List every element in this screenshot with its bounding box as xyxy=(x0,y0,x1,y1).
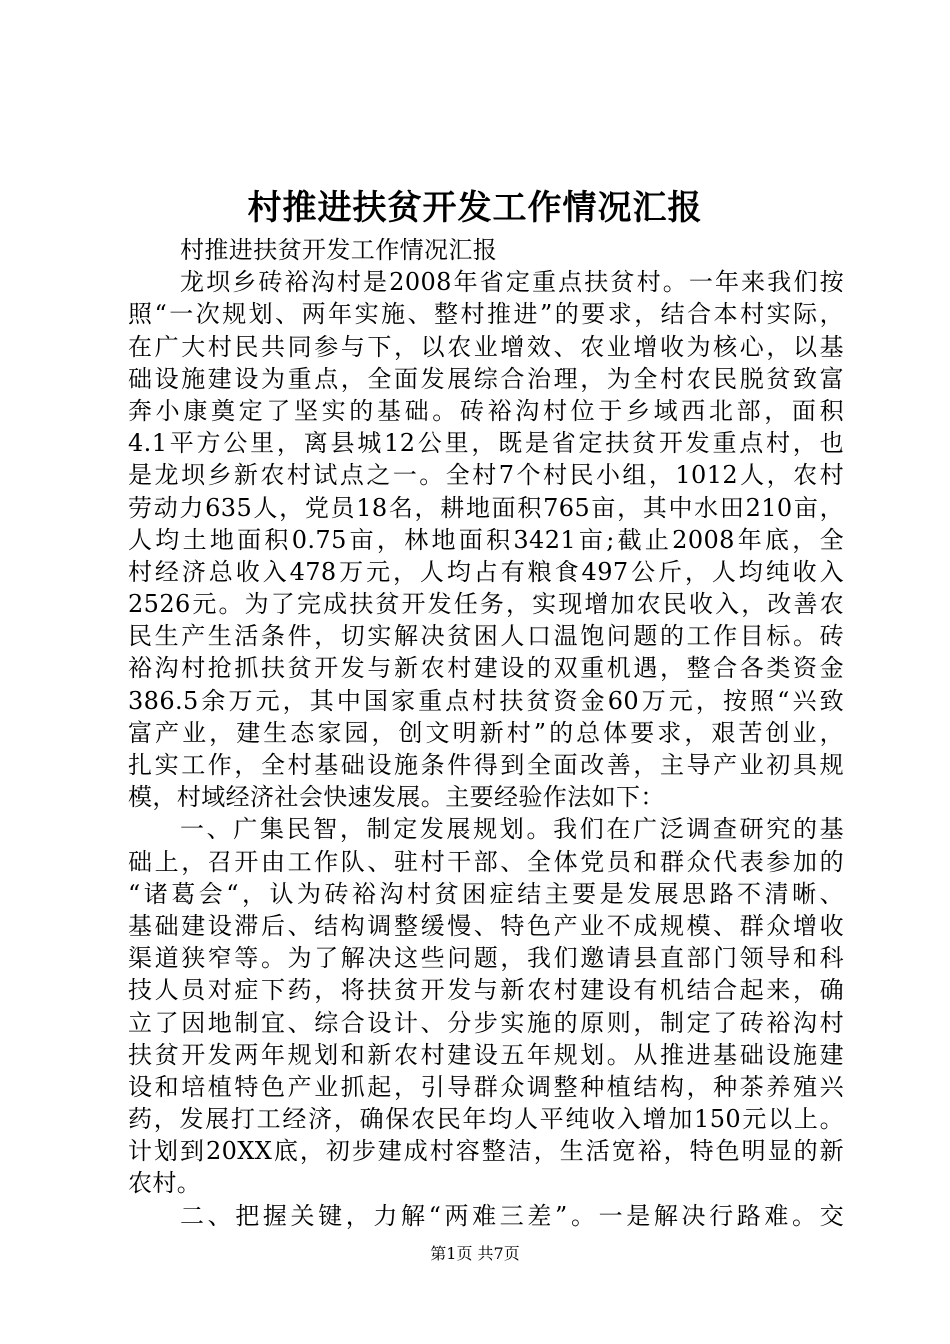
body-text-line: 础设施建设为重点，全面发展综合治理，为全村农民脱贫致富 xyxy=(128,364,844,393)
body-text-line: 农村。 xyxy=(128,1169,202,1198)
body-text-line: 4.1平方公里，离县城12公里，既是省定扶贫开发重点村，也 xyxy=(128,429,844,458)
body-text-line: 计划到20XX底，初步建成村容整洁，生活宽裕，特色明显的新 xyxy=(128,1137,844,1166)
body-text-line: 奔小康奠定了坚实的基础。砖裕沟村位于乡域西北部，面积 xyxy=(128,396,844,425)
page-number-footer: 第1页 共7页 xyxy=(430,1244,520,1263)
document-title: 村推进扶贫开发工作情况汇报 xyxy=(247,188,703,228)
body-text-line: 设和培植特色产业抓起，引导群众调整种植结构，种茶养殖兴 xyxy=(128,1072,844,1101)
body-text-line: 立了因地制宜、综合设计、分步实施的原则，制定了砖裕沟村 xyxy=(128,1008,844,1037)
body-text-line: 模，村域经济社会快速发展。主要经验作法如下： xyxy=(128,783,665,812)
body-text-line: 渠道狭窄等。为了解决这些问题，我们邀请县直部门领导和科 xyxy=(128,944,844,973)
document-body xyxy=(128,234,844,1232)
body-text-line: 村经济总收入478万元，人均占有粮食497公斤，人均纯收入 xyxy=(128,557,844,586)
body-text-line: 基础建设滞后、结构调整缓慢、特色产业不成规模、群众增收 xyxy=(128,911,844,940)
body-text-line: 民生产生活条件，切实解决贫困人口温饱问题的工作目标。砖 xyxy=(128,622,844,651)
body-text-line: 人均土地面积0.75亩，林地面积3421亩;截止2008年底，全 xyxy=(128,525,844,554)
body-text-line: 二、把握关键，力解“两难三差”。一是解决行路难。交 xyxy=(180,1201,844,1230)
body-text-line: 在广大村民共同参与下，以农业增效、农业增收为核心，以基 xyxy=(128,332,844,361)
body-text-line: 础上，召开由工作队、驻村干部、全体党员和群众代表参加的 xyxy=(128,847,844,876)
body-text-line: 一、广集民智，制定发展规划。我们在广泛调查研究的基 xyxy=(180,815,844,844)
body-text-line: 2526元。为了完成扶贫开发任务，实现增加农民收入，改善农 xyxy=(128,590,844,619)
body-text-line: 龙坝乡砖裕沟村是2008年省定重点扶贫村。一年来我们按 xyxy=(180,268,844,297)
body-text-line: 扶贫开发两年规划和新农村建设五年规划。从推进基础设施建 xyxy=(128,1040,844,1069)
body-text-line: 照“一次规划、两年实施、整村推进”的要求，结合本村实际， xyxy=(128,300,844,329)
body-text-line: 裕沟村抢抓扶贫开发与新农村建设的双重机遇，整合各类资金 xyxy=(128,654,844,683)
body-text-line: 劳动力635人，党员18名，耕地面积765亩，其中水田210亩， xyxy=(128,493,844,522)
body-text-line: 药，发展打工经济，确保农民年均人平纯收入增加150元以上。 xyxy=(128,1105,844,1134)
body-text-line: “诸葛会“，认为砖裕沟村贫困症结主要是发展思路不清晰、 xyxy=(128,879,844,908)
body-text-line: 386.5余万元，其中国家重点村扶贫资金60万元，按照“兴致 xyxy=(128,686,844,715)
body-text-line: 扎实工作，全村基础设施条件得到全面改善，主导产业初具规 xyxy=(128,751,844,779)
body-text-line: 富产业，建生态家园，创文明新村”的总体要求，艰苦创业， xyxy=(128,718,844,747)
body-text-line: 是龙坝乡新农村试点之一。全村7个村民小组，1012人，农村 xyxy=(128,461,844,490)
body-text-line: 技人员对症下药，将扶贫开发与新农村建设有机结合起来，确 xyxy=(128,976,844,1005)
body-text-line: 村推进扶贫开发工作情况汇报 xyxy=(180,236,498,264)
